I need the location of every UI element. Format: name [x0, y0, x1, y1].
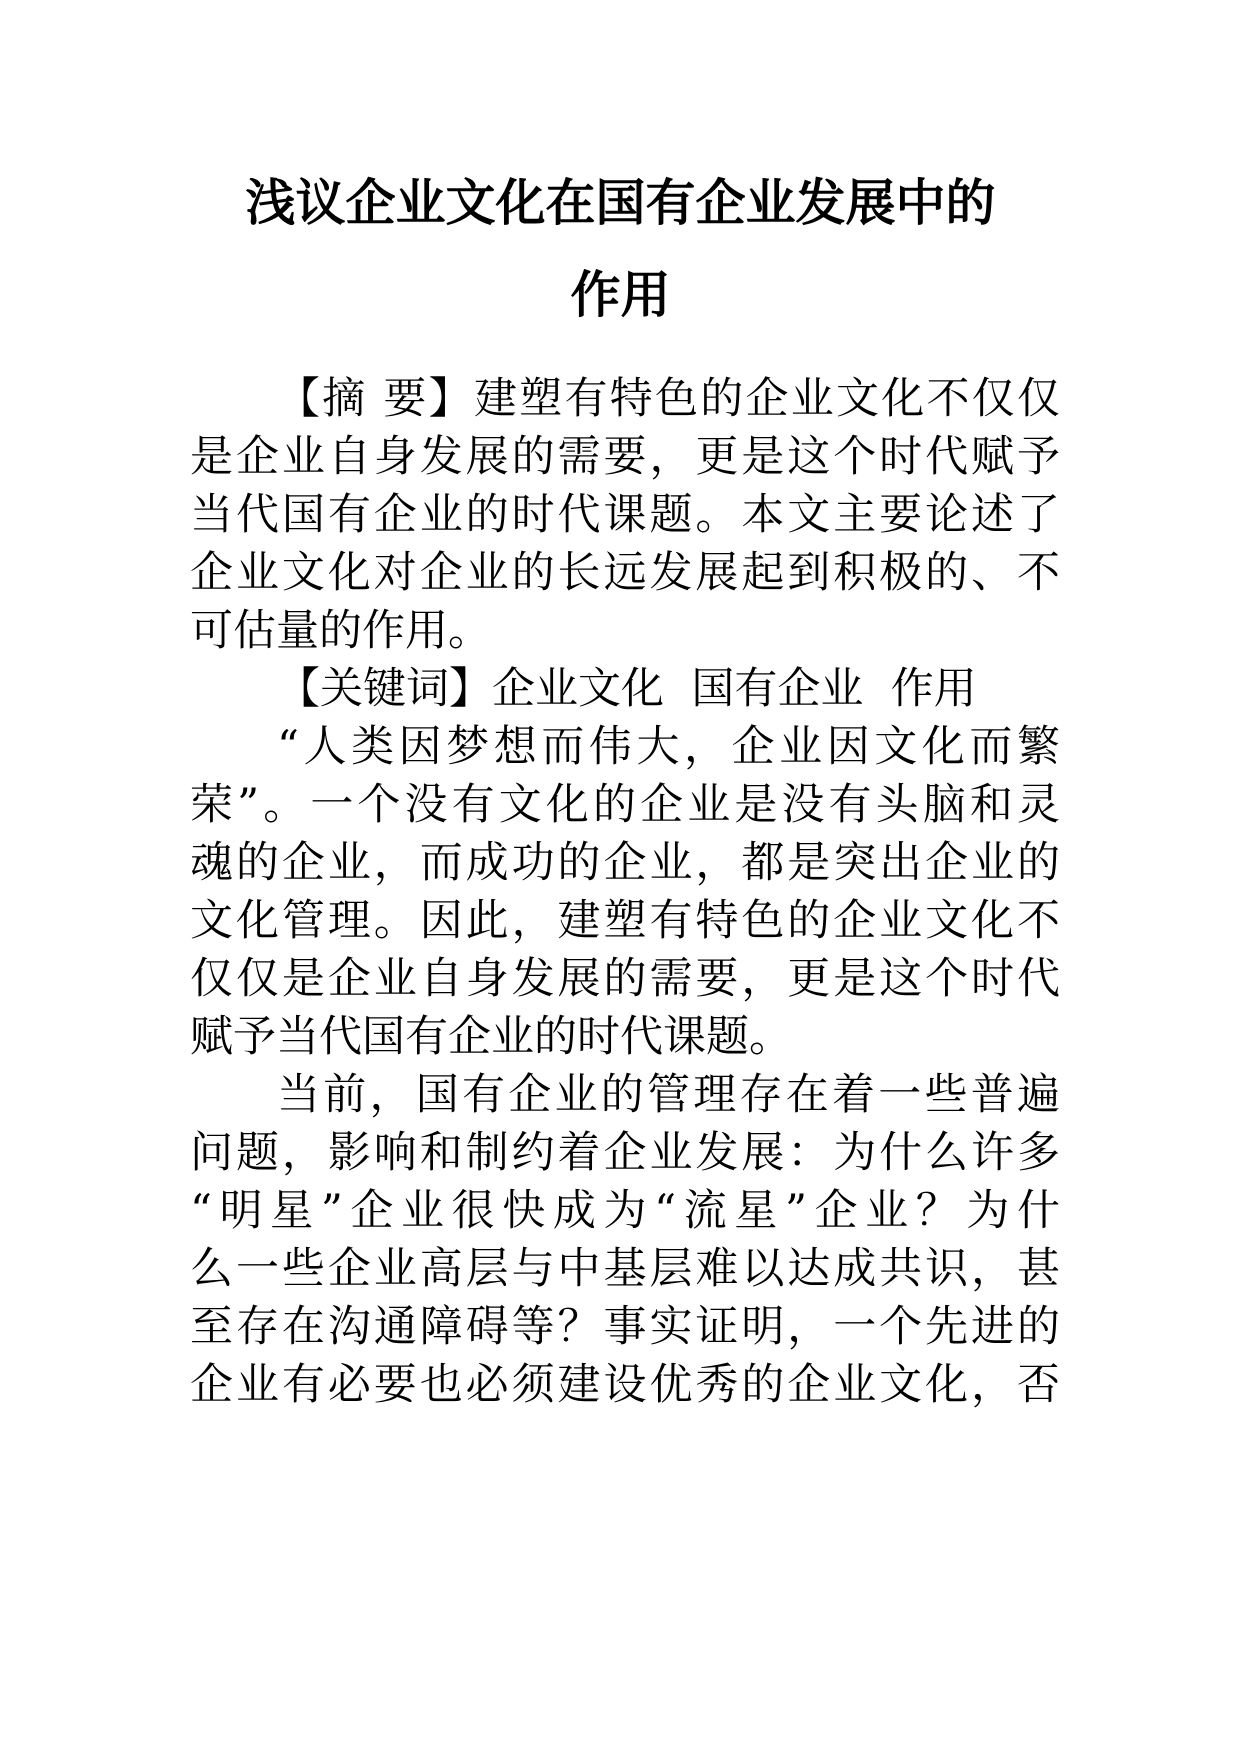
abstract-line: 可估量的作用。	[190, 606, 491, 656]
paragraph-line: “人类因梦想而伟大，企业因文化而繁	[277, 722, 1060, 772]
paragraph-line: 赋予当代国有企业的时代课题。	[190, 1012, 792, 1062]
paragraph-line: “明星”企业很快成为“流星”企业？为什	[190, 1186, 1060, 1236]
paragraph-line: 当前，国有企业的管理存在着一些普遍	[277, 1070, 1060, 1120]
paragraph-line: 至存在沟通障碍等？事实证明，一个先进的	[190, 1302, 1060, 1352]
paragraph-line: 么一些企业高层与中基层难以达成共识，甚	[190, 1244, 1060, 1294]
paragraph-line: 仅仅是企业自身发展的需要，更是这个时代	[190, 954, 1060, 1004]
paragraph-line: 荣”。一个没有文化的企业是没有头脑和灵	[190, 780, 1060, 830]
document-title-line-2: 作用	[570, 266, 671, 324]
paragraph-line: 魂的企业，而成功的企业，都是突出企业的	[190, 838, 1060, 888]
abstract-line: 【摘 要】建塑有特色的企业文化不仅仅	[277, 374, 1060, 424]
paragraph-line: 文化管理。因此，建塑有特色的企业文化不	[190, 896, 1060, 946]
paragraph-line: 问题，影响和制约着企业发展：为什么许多	[190, 1128, 1060, 1178]
document-title-line-1: 浅议企业文化在国有企业发展中的	[245, 174, 996, 232]
paragraph-line: 企业有必要也必须建设优秀的企业文化，否	[190, 1360, 1060, 1410]
abstract-line: 是企业自身发展的需要，更是这个时代赋予	[190, 432, 1060, 482]
abstract-line: 企业文化对企业的长远发展起到积极的、不	[190, 548, 1060, 598]
abstract-line: 当代国有企业的时代课题。本文主要论述了	[190, 490, 1060, 540]
keywords-line: 【关键词】企业文化 国有企业 作用	[277, 664, 977, 714]
